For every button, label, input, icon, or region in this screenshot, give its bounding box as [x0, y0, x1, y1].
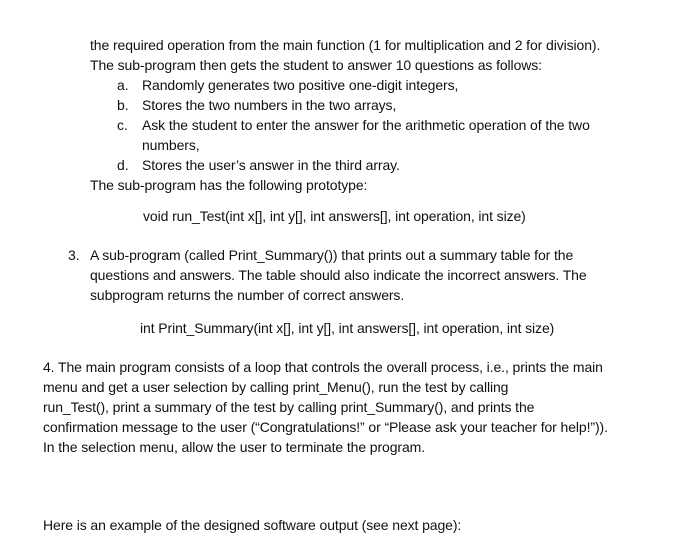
item-4-line-2: menu and get a user selection by calling print_Menu(), run the test by calling	[43, 379, 509, 395]
step-a-marker: a.	[117, 77, 129, 93]
item-3-line-2: questions and answers. The table should also indicate the incorrect answers. The	[90, 267, 587, 283]
step-c-text-line-1: Ask the student to enter the answer for the arithmetic operation of the two	[142, 117, 590, 133]
step-c-marker: c.	[117, 117, 128, 133]
step-b-marker: b.	[117, 97, 129, 113]
run-test-prototype: void run_Test(int x[], int y[], int answers[], int operation, int size)	[143, 208, 526, 224]
footer-text: Here is an example of the designed software output (see next page):	[43, 517, 462, 533]
item-3-line-3: subprogram returns the number of correct answers.	[90, 287, 405, 303]
item-4-line-4: confirmation message to the user (“Congratulations!” or “Please ask your teacher for help!”)).	[43, 419, 608, 435]
intro-line-2: The sub-program then gets the student to answer 10 questions as follows:	[90, 57, 542, 73]
step-c-text-line-2: numbers,	[142, 137, 200, 153]
step-a-text: Randomly generates two positive one-digit integers,	[142, 77, 459, 93]
item-3-number: 3.	[68, 247, 80, 263]
item-3-line-1: A sub-program (called Print_Summary()) that prints out a summary table for the	[90, 247, 574, 263]
step-d-marker: d.	[117, 157, 129, 173]
print-summary-prototype: int Print_Summary(int x[], int y[], int answers[], int operation, int size)	[140, 320, 555, 336]
item-4-line-1: 4. The main program consists of a loop that controls the overall process, i.e., prints the main	[43, 359, 603, 375]
step-d-text: Stores the user’s answer in the third array.	[142, 157, 400, 173]
item-4-line-3: run_Test(), print a summary of the test by calling print_Summary(), and prints the	[43, 399, 535, 415]
item-4-line-5: In the selection menu, allow the user to terminate the program.	[43, 439, 426, 455]
step-b-text: Stores the two numbers in the two arrays,	[142, 97, 397, 113]
intro-line-1: the required operation from the main function (1 for multiplication and 2 for division).	[90, 37, 601, 53]
prototype-intro: The sub-program has the following prototype:	[90, 177, 368, 193]
